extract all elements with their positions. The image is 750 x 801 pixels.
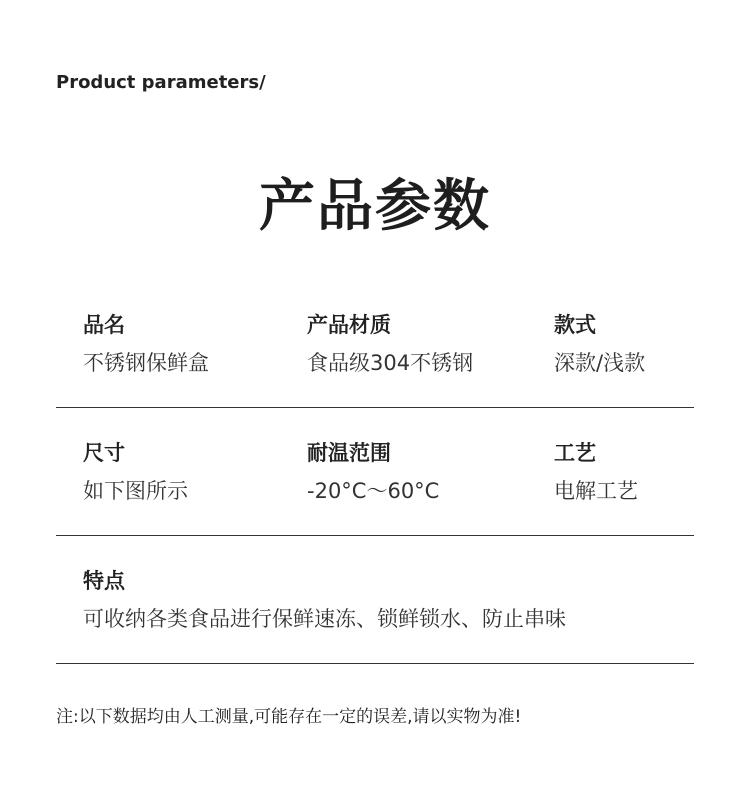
parameter-value: 可收纳各类食品进行保鲜速冻、锁鲜锁水、防止串味 <box>83 607 566 631</box>
parameter-cell-size <box>83 440 188 504</box>
parameter-label: 耐温范围 <box>307 441 391 465</box>
parameter-label: 款式 <box>554 313 596 337</box>
parameter-label: 产品材质 <box>307 313 391 337</box>
parameter-value: 不锈钢保鲜盒 <box>83 351 209 375</box>
parameter-label: 品名 <box>83 313 125 337</box>
parameter-label: 特点 <box>83 569 125 593</box>
parameter-row <box>56 408 694 536</box>
parameter-cell-name <box>83 312 209 376</box>
parameter-value: 深款/浅款 <box>554 351 646 375</box>
parameter-cell-features <box>83 568 566 632</box>
parameter-row <box>56 280 694 408</box>
disclaimer-note: 注:以下数据均由人工测量,可能存在一定的误差,请以实物为准! <box>56 707 522 727</box>
parameter-cell-material <box>307 312 473 376</box>
parameter-value: 食品级304不锈钢 <box>307 351 474 375</box>
parameter-cell-process <box>554 440 638 504</box>
parameter-row <box>56 536 694 664</box>
page-title: 产品参数 <box>259 174 491 239</box>
parameter-value: 如下图所示 <box>83 479 188 503</box>
parameter-table <box>56 280 694 664</box>
parameter-value: 电解工艺 <box>554 479 638 503</box>
parameter-cell-temperature <box>307 440 439 504</box>
parameter-label: 工艺 <box>554 441 596 465</box>
parameter-value: -20°C～60°C <box>307 479 440 503</box>
parameter-label: 尺寸 <box>83 441 125 465</box>
parameter-cell-style <box>554 312 645 376</box>
subtitle: Product parameters/ <box>56 72 266 93</box>
